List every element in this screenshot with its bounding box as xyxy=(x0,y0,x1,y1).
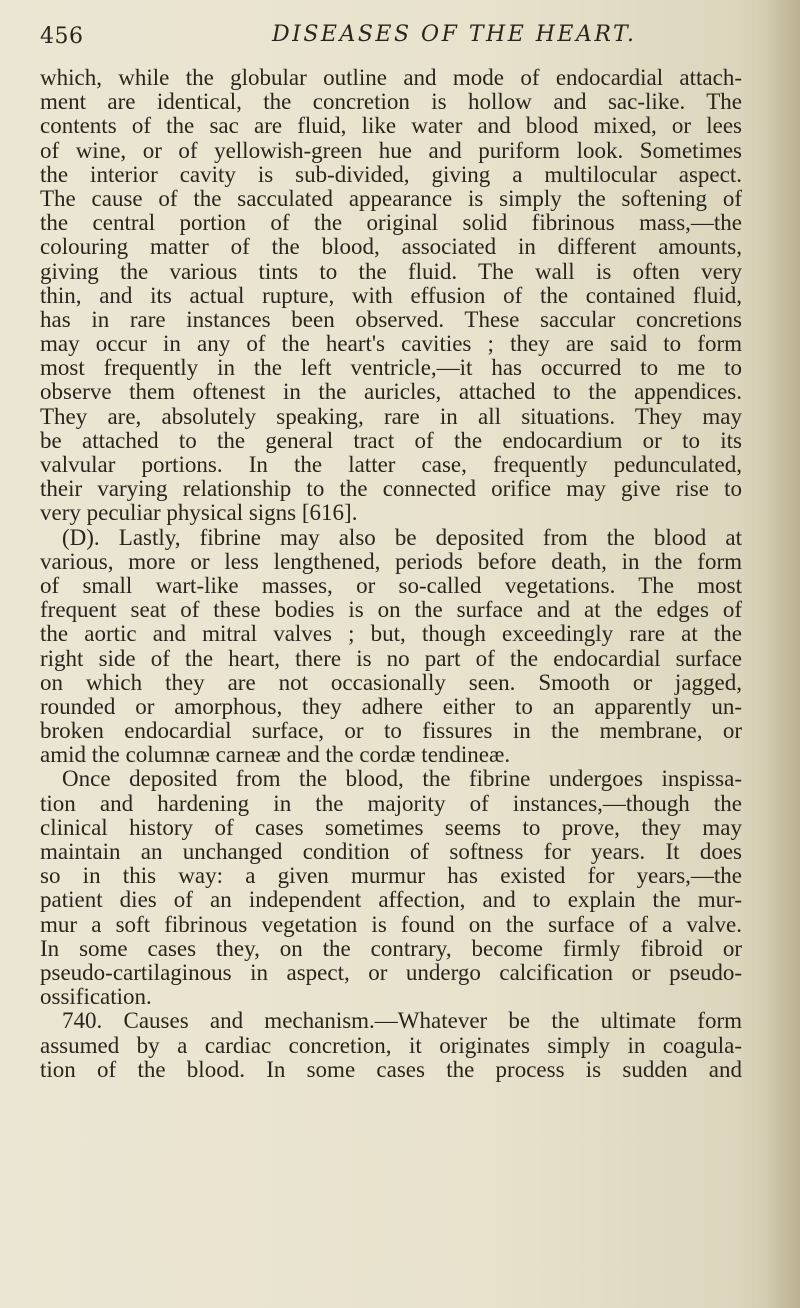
text-line: has in rare instances been observed. These saccular concretions xyxy=(40,307,742,332)
page-number: 456 xyxy=(40,24,84,49)
page-header xyxy=(40,18,740,54)
text-line: which, while the globular outline and mode of endocardial attach- xyxy=(40,66,742,90)
text-line: of small wart-like masses, or so-called vegetations. The most xyxy=(40,573,742,598)
text-line: colouring matter of the blood, associated in different amounts, xyxy=(40,235,742,260)
text-line: the interior cavity is sub-divided, giving a multilocular aspect. xyxy=(40,162,742,187)
text-line: broken endocardial surface, or to fissures in the membrane, or xyxy=(40,719,742,744)
text-line: right side of the heart, there is no part of the endocardial surface xyxy=(40,646,742,671)
text-line: In some cases they, on the contrary, become firmly fibroid or xyxy=(40,936,742,961)
text-line: tion and hardening in the majority of instances,—though the xyxy=(40,791,742,816)
text-line: 740. Causes and mechanism.—Whatever be the ultimate form xyxy=(62,1009,742,1034)
text-line: tion of the blood. In some cases the process is sudden and xyxy=(40,1057,742,1082)
text-line: of wine, or of yellowish-green hue and puriform look. Sometimes xyxy=(40,138,742,163)
text-line: maintain an unchanged condition of softness for years. It does xyxy=(40,840,742,864)
text-line: the central portion of the original solid fibrinous mass,—the xyxy=(40,211,742,236)
text-line: various, more or less lengthened, periods before death, in the form xyxy=(40,549,742,574)
text-line: may occur in any of the heart's cavities ; they are said to form xyxy=(40,332,742,357)
text-line: observe them oftenest in the auricles, attached to the appendices. xyxy=(40,380,742,405)
text-line: rounded or amorphous, they adhere either to an apparently un- xyxy=(40,694,742,719)
text-line: most frequently in the left ventricle,—it has occurred to me to xyxy=(40,356,742,381)
text-line: very peculiar physical signs [616]. xyxy=(40,501,358,526)
text-line: (D). Lastly, fibrine may also be deposited from the blood at xyxy=(62,525,742,550)
text-line: patient dies of an independent affection, and to explain the mur- xyxy=(40,888,742,913)
text-line: their varying relationship to the connected orifice may give rise to xyxy=(40,477,742,502)
text-line: mur a soft fibrinous vegetation is found on the surface of a valve. xyxy=(40,912,742,937)
text-line: giving the various tints to the fluid. The wall is often very xyxy=(40,259,742,284)
text-line: so in this way: a given murmur has existed for years,—the xyxy=(40,864,742,889)
text-line: contents of the sac are fluid, like water and blood mixed, or lees xyxy=(40,114,742,139)
text-line: They are, absolutely speaking, rare in all situations. They may xyxy=(40,404,742,429)
text-line: The cause of the sacculated appearance is simply the softening of xyxy=(40,186,742,211)
running-head: DISEASES OF THE HEART. xyxy=(272,22,637,47)
text-line: frequent seat of these bodies is on the surface and at the edges of xyxy=(40,598,742,623)
text-line: be attached to the general tract of the endocardium or to its xyxy=(40,428,742,453)
text-line: on which they are not occasionally seen. Smooth or jagged, xyxy=(40,670,742,695)
text-line: amid the columnæ carneæ and the cordæ tendineæ. xyxy=(40,743,511,768)
text-line: valvular portions. In the latter case, frequently pedunculated, xyxy=(40,453,742,477)
text-line: thin, and its actual rupture, with effusion of the contained fluid, xyxy=(40,283,742,308)
text-line: ment are identical, the concretion is hollow and sac-like. The xyxy=(40,90,742,115)
text-line: assumed by a cardiac concretion, it originates simply in coagula- xyxy=(40,1033,742,1058)
text-line: clinical history of cases sometimes seems to prove, they may xyxy=(40,815,742,840)
page-edge-shadow xyxy=(766,0,800,1308)
text-line: ossification. xyxy=(40,985,152,1010)
text-line: Once deposited from the blood, the fibrine undergoes inspissa- xyxy=(62,767,742,792)
text-line: the aortic and mitral valves ; but, though exceedingly rare at the xyxy=(40,622,742,647)
text-line: pseudo-cartilaginous in aspect, or undergo calcification or pseudo- xyxy=(40,960,742,985)
body-text xyxy=(40,66,742,1082)
